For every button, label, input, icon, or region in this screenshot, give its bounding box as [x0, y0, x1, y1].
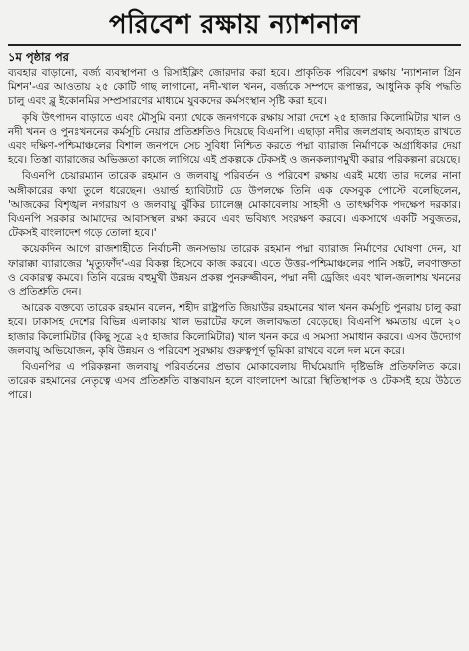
headline-bar — [8, 6, 461, 46]
paragraph: কৃষি উৎপাদন বাড়াতে এবং মৌসুমি বন্যা থেকে জনগণকে রক্ষায় সারা দেশে ২৫ হাজার কিলোমিটার খাল ও নদী খনন ও পুনঃখননের কর্মসূচি নেয়ার প্রতিশ্রুতিও দিয়েছে বিএনপি। এছাড়া নদীর জলপ্রবাহ অব্যাহত রাখতে এবং দক্ষিণ-পশ্চিমাঞ্চলের বিশাল জনপদে সেচ সুবিধা নিশ্চিত করতে পদ্মা ব্যারাজ নির্মাণকে অগ্রাধিকার দেয়া হবে। তিস্তা ব্যারাজের অভিজ্ঞতা কাজে লাগিয়ে এই প্রকল্পকে টেকসই ও জনকল্যাণমুখী করার পরিকল্পনা রয়েছে। — [8, 111, 461, 167]
paragraph: বিএনপির এ পরিকল্পনা জলবায়ু পরিবর্তনের প্রভাব মোকাবেলায় দীর্ঘমেয়াদি দৃষ্টিভঙ্গি প্রতিফলিত করে। তারেক রহমানের নেতৃত্বে এসব প্রতিশ্রুতি বাস্তবায়ন হলে বাংলাদেশ আরো স্থিতিস্থাপক ও টেকসই হয়ে উঠতে পারে। — [8, 361, 461, 402]
paragraph: ব্যবহার বাড়ানো, বর্জ্য ব্যবস্থাপনা ও রিসাইক্লিং জোরদার করা হবে। প্রাকৃতিক পরিবেশ রক্ষায় 'ন্যাশনাল গ্রিন মিশন'-এর আওতায় ২৫ কোটি গাছ লাগানো, নদী-খাল খনন, বর্জ্যকে সম্পদে রূপান্তর, আধুনিক কৃষি পদ্ধতি চালু এবং ব্লু ইকোনমির সম্প্রসারণের মাধ্যমে যুবকদের কর্মসংস্থান সৃষ্টি করা হবে। — [8, 67, 461, 108]
headline: পরিবেশ রক্ষায় ন্যাশনাল — [109, 10, 360, 40]
paragraph: বিএনপি চেয়ারম্যান তারেক রহমান ও জলবায়ু পরিবর্তন ও পরিবেশ রক্ষায় এরই মধ্যে তার দলের নানা অঙ্গীকারের কথা তুলে ধরেছেন। ওয়ার্ল্ড হ্যাবিট্যাট ডে উপলক্ষে তিনি এক ফেসবুক পোস্টে বলেছিলেন, 'আজকের বিশৃঙ্খল নগরায়ণ ও জলবায়ু ঝুঁকির চ্যালেঞ্জ মোকাবেলায় সাহসী ও তাৎক্ষণিক পদক্ষেপ দরকার। বিএনপি সরকার আমাদের আবাসস্থল রক্ষা করবে এবং ভবিষ্যৎ সংরক্ষণ করবে। একসাথে একটি সবুজতর, টেকসই বাংলাদেশ গড়ে তোলা হবে।' — [8, 170, 461, 240]
continued-from-label: ১ম পৃষ্ঠার পর — [8, 50, 69, 64]
paragraph: কয়েকদিন আগে রাজশাহীতে নির্বাচনী জনসভায় তারেক রহমান পদ্মা ব্যারাজ নির্মাণের ঘোষণা দেন, যা ফারাক্কা ব্যারাজের 'মৃত্যুফাঁদ'-এর বিকল্প হিসেবে কাজ করবে। এতে উত্তর-পশ্চিমাঞ্চলের পানি সঙ্কট, লবণাক্ততা ও বেকারত্ব কমবে। তিনি বরেন্দ্র বহুমুখী উন্নয়ন প্রকল্প পুনরুজ্জীবন, পদ্মা নদী ড্রেজিং এবং খাল-জলাশয় খননের ও প্রতিশ্রুতি দেন। — [8, 243, 461, 299]
paragraph: আরেক বক্তব্যে তারেক রহমান বলেন, শহীদ রাষ্ট্রপতি জিয়াউর রহমানের খাল খনন কর্মসূচি পুনরায় চালু করা হবে। ঢাকাসহ দেশের বিভিন্ন এলাকায় খাল ভরাটের ফলে জলাবদ্ধতা বেড়েছে। বিএনপি ক্ষমতায় এলে ২০ হাজার কিলোমিটার (কিছু সূত্রে ২৫ হাজার কিলোমিটার) খাল খনন করে এ সমস্যা সমাধান করবে। এসব উদ্যোগ জলবায়ু অভিযোজন, কৃষি উন্নয়ন ও পরিবেশ সুরক্ষায় গুরুত্বপূর্ণ ভূমিকা রাখবে বলে দল মনে করে। — [8, 302, 461, 357]
